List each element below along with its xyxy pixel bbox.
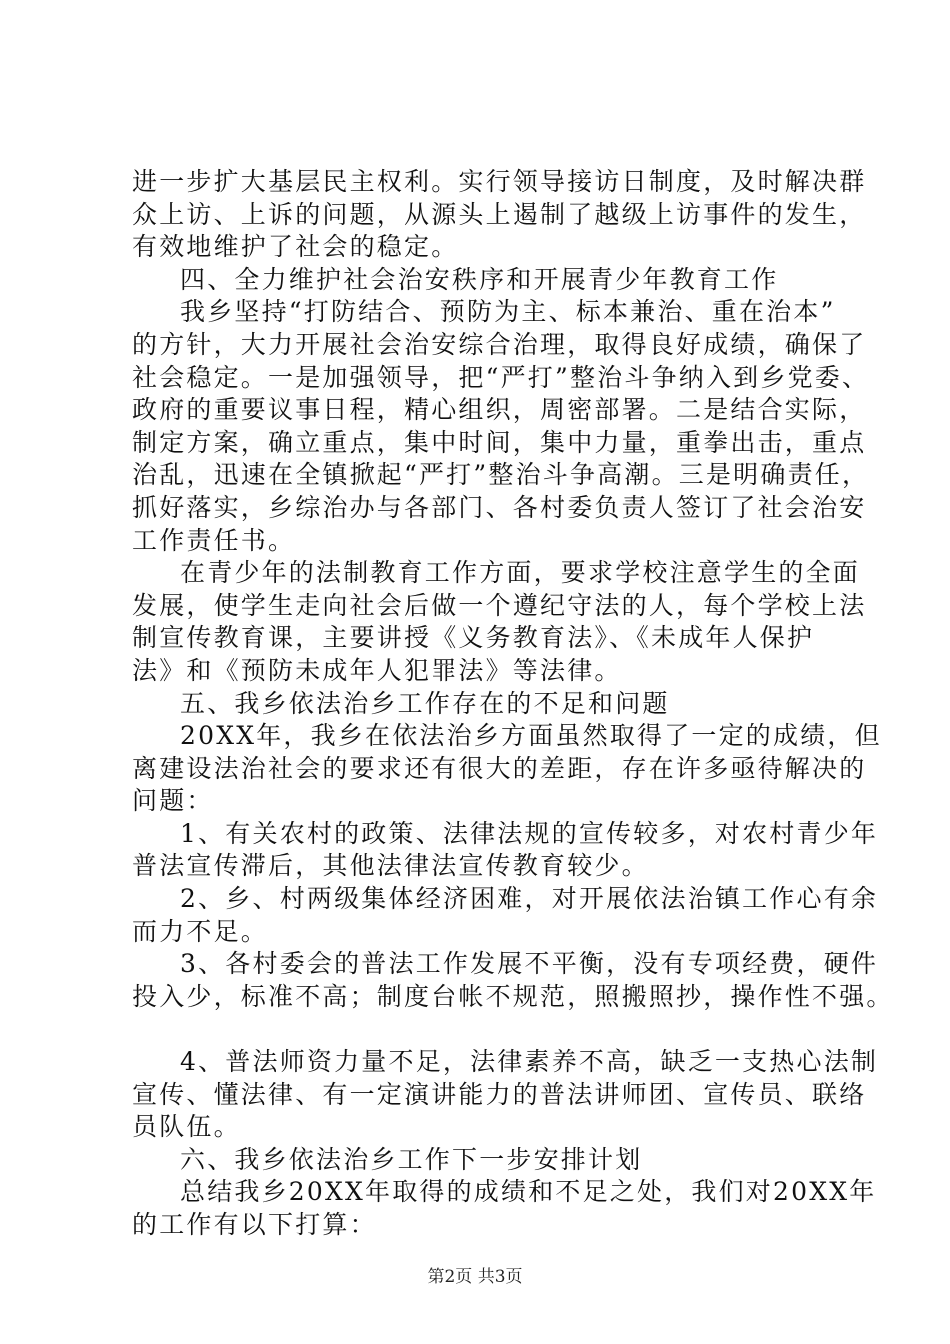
text-line: 员队伍。 — [132, 1112, 241, 1142]
text-line: 法》和《预防未成年人犯罪法》等法律。 — [132, 655, 622, 685]
section-heading: 六、我乡依法治乡工作下一步安排计划 — [180, 1144, 643, 1174]
blank-line — [132, 1013, 852, 1046]
text-line: 众上访、上诉的问题，从源头上遏制了越级上访事件的发生， — [132, 199, 867, 229]
text-line: 20XX年，我乡在依法治乡方面虽然取得了一定的成绩，但 — [180, 721, 882, 751]
text-line: 宣传、懂法律、有一定演讲能力的普法讲师团、宣传员、联络 — [132, 1079, 867, 1109]
text-line: 投入少，标准不高；制度台帐不规范，照搬照抄，操作性不强。 — [132, 981, 894, 1011]
text-line: 进一步扩大基层民主权利。实行领导接访日制度，及时解决群 — [132, 167, 867, 196]
text-line: 治乱，迅速在全镇掀起“严打”整治斗争高潮。三是明确责任， — [132, 460, 870, 490]
text-line: 我乡坚持“打防结合、预防为主、标本兼治、重在治本” — [180, 297, 836, 327]
text-line: 的方针，大力开展社会治安综合治理，取得良好成绩，确保了 — [132, 329, 867, 359]
text-line: 发展，使学生走向社会后做一个遵纪守法的人，每个学校上法 — [132, 590, 867, 620]
text-line: 工作责任书。 — [132, 525, 296, 555]
text-line: 政府的重要议事日程，精心组织，周密部署。二是结合实际， — [132, 395, 867, 425]
page-number: 第2页 共3页 — [427, 1267, 523, 1287]
text-line: 而力不足。 — [132, 916, 269, 946]
list-item: 1、有关农村的政策、法律法规的宣传较多，对农村青少年 — [180, 818, 879, 848]
list-item: 3、各村委会的普法工作发展不平衡，没有专项经费，硬件 — [180, 949, 879, 979]
text-line: 抓好落实，乡综治办与各部门、各村委负责人签订了社会治安 — [132, 492, 867, 522]
text-line: 在青少年的法制教育工作方面，要求学校注意学生的全面 — [180, 558, 861, 588]
body-text — [132, 166, 894, 1242]
text-line: 问题： — [132, 786, 214, 816]
text-line: 的工作有以下打算： — [132, 1210, 377, 1239]
text-line: 普法宣传滞后，其他法律法宣传教育较少。 — [132, 851, 649, 881]
section-heading: 五、我乡依法治乡工作存在的不足和问题 — [180, 688, 670, 718]
text-line: 总结我乡20XX年取得的成绩和不足之处，我们对20XX年 — [180, 1177, 877, 1207]
text-line: 制定方案，确立重点，集中时间，集中力量，重拳出击，重点 — [132, 427, 867, 457]
text-line: 制宣传教育课，主要讲授《义务教育法》、《未成年人保护 — [132, 623, 815, 653]
text-line: 社会稳定。一是加强领导，把“严打”整治斗争纳入到乡党委、 — [132, 362, 870, 392]
list-item: 4、普法师资力量不足，法律素养不高，缺乏一支热心法制 — [180, 1047, 879, 1077]
text-line: 离建设法治社会的要求还有很大的差距，存在许多亟待解决的 — [132, 753, 867, 783]
text-line: 有效地维护了社会的稳定。 — [132, 232, 459, 262]
section-heading: 四、全力维护社会治安秩序和开展青少年教育工作 — [180, 264, 779, 294]
list-item: 2、乡、村两级集体经济困难，对开展依法治镇工作心有余 — [180, 884, 879, 914]
